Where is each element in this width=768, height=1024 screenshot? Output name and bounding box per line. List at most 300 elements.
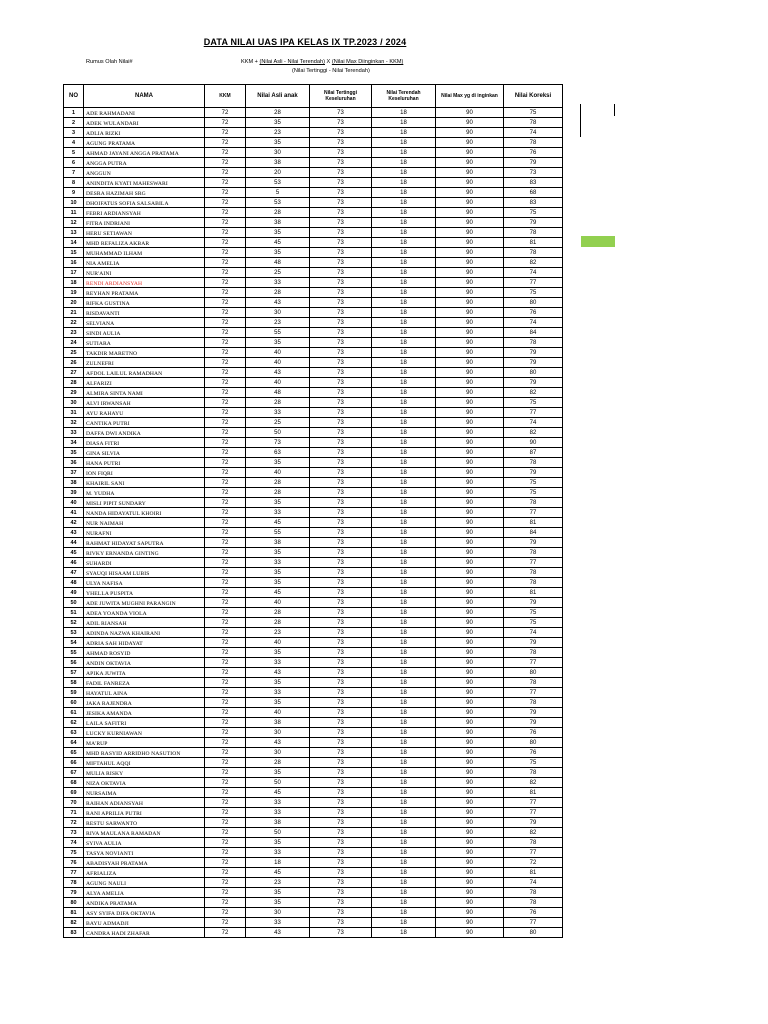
nilai-tertinggi-value: 73 — [310, 788, 372, 798]
nilai-koreksi-value: 76 — [504, 748, 563, 758]
nilai-tertinggi-value: 73 — [310, 698, 372, 708]
kkm-value: 72 — [205, 248, 246, 258]
nilai-max-value: 90 — [436, 788, 504, 798]
nilai-koreksi-value: 79 — [504, 378, 563, 388]
student-name: RIVA MAULANA RAMADAN — [84, 828, 205, 838]
table-row — [64, 648, 563, 658]
nilai-terendah-value: 18 — [372, 208, 436, 218]
nilai-tertinggi-value: 73 — [310, 458, 372, 468]
nilai-koreksi-value: 83 — [504, 198, 563, 208]
table-row — [64, 838, 563, 848]
table-row — [64, 598, 563, 608]
student-name: FADIL FANREZA — [84, 678, 205, 688]
nilai-tertinggi-value: 73 — [310, 908, 372, 918]
nilai-asli-value: 33 — [246, 688, 310, 698]
nilai-asli-value: 35 — [246, 578, 310, 588]
student-name: YHELLA PUSPITA — [84, 588, 205, 598]
kkm-value: 72 — [205, 348, 246, 358]
nilai-asli-value: 38 — [246, 538, 310, 548]
student-name: AFRIALIZA — [84, 868, 205, 878]
nilai-tertinggi-value: 73 — [310, 128, 372, 138]
row-number: 54 — [64, 638, 84, 648]
kkm-value: 72 — [205, 758, 246, 768]
kkm-value: 72 — [205, 598, 246, 608]
row-number: 44 — [64, 538, 84, 548]
row-number: 8 — [64, 178, 84, 188]
nilai-tertinggi-value: 73 — [310, 578, 372, 588]
nilai-koreksi-value: 78 — [504, 698, 563, 708]
row-number: 38 — [64, 478, 84, 488]
kkm-value: 72 — [205, 738, 246, 748]
nilai-max-value: 90 — [436, 888, 504, 898]
row-number: 80 — [64, 898, 84, 908]
nilai-asli-value: 43 — [246, 368, 310, 378]
row-number: 47 — [64, 568, 84, 578]
table-row — [64, 898, 563, 908]
table-row — [64, 408, 563, 418]
table-row — [64, 818, 563, 828]
nilai-asli-value: 33 — [246, 808, 310, 818]
nilai-terendah-value: 18 — [372, 908, 436, 918]
table-row — [64, 268, 563, 278]
row-number: 9 — [64, 188, 84, 198]
row-number: 32 — [64, 418, 84, 428]
nilai-tertinggi-value: 73 — [310, 638, 372, 648]
nilai-tertinggi-value: 73 — [310, 538, 372, 548]
nilai-terendah-value: 18 — [372, 728, 436, 738]
nilai-max-value: 90 — [436, 538, 504, 548]
nilai-asli-value: 33 — [246, 848, 310, 858]
nilai-max-value: 90 — [436, 358, 504, 368]
nilai-terendah-value: 18 — [372, 488, 436, 498]
nilai-asli-value: 28 — [246, 488, 310, 498]
row-number: 18 — [64, 278, 84, 288]
table-row — [64, 348, 563, 358]
nilai-terendah-value: 18 — [372, 468, 436, 478]
nilai-terendah-value: 18 — [372, 268, 436, 278]
nilai-max-value: 90 — [436, 598, 504, 608]
nilai-koreksi-value: 76 — [504, 728, 563, 738]
nilai-terendah-value: 18 — [372, 888, 436, 898]
nilai-max-value: 90 — [436, 558, 504, 568]
row-number: 56 — [64, 658, 84, 668]
student-name: HERU SETIAWAN — [84, 228, 205, 238]
nilai-asli-value: 40 — [246, 638, 310, 648]
row-number: 60 — [64, 698, 84, 708]
kkm-value: 72 — [205, 868, 246, 878]
row-number: 37 — [64, 468, 84, 478]
row-number: 39 — [64, 488, 84, 498]
nilai-koreksi-value: 74 — [504, 128, 563, 138]
nilai-koreksi-value: 79 — [504, 158, 563, 168]
nilai-terendah-value: 18 — [372, 608, 436, 618]
row-number: 55 — [64, 648, 84, 658]
nilai-tertinggi-value: 73 — [310, 598, 372, 608]
row-number: 33 — [64, 428, 84, 438]
student-name: JESIKA AMANDA — [84, 708, 205, 718]
nilai-koreksi-value: 75 — [504, 758, 563, 768]
row-number: 35 — [64, 448, 84, 458]
row-number: 25 — [64, 348, 84, 358]
nilai-terendah-value: 18 — [372, 538, 436, 548]
kkm-value: 72 — [205, 698, 246, 708]
kkm-value: 72 — [205, 748, 246, 758]
nilai-terendah-value: 18 — [372, 218, 436, 228]
nilai-asli-value: 30 — [246, 908, 310, 918]
nilai-tertinggi-value: 73 — [310, 518, 372, 528]
kkm-value: 72 — [205, 618, 246, 628]
table-row — [64, 428, 563, 438]
nilai-asli-value: 33 — [246, 278, 310, 288]
table-row — [64, 108, 563, 118]
nilai-terendah-value: 18 — [372, 758, 436, 768]
student-name: JAKA RAJENDRA — [84, 698, 205, 708]
row-number: 14 — [64, 238, 84, 248]
row-number: 15 — [64, 248, 84, 258]
nilai-asli-value: 35 — [246, 228, 310, 238]
student-name: CANTIKA PUTRI — [84, 418, 205, 428]
kkm-value: 72 — [205, 168, 246, 178]
student-name: ION FIQRI — [84, 468, 205, 478]
table-row — [64, 798, 563, 808]
student-name: RIVKY ERNANDA GINTING — [84, 548, 205, 558]
student-name: RISDAVANTI — [84, 308, 205, 318]
student-name: BAYU ADMADJI — [84, 918, 205, 928]
student-name: AHMAD ROSYID — [84, 648, 205, 658]
nilai-koreksi-value: 80 — [504, 738, 563, 748]
table-row — [64, 748, 563, 758]
nilai-asli-value: 35 — [246, 898, 310, 908]
stray-vertical-line — [580, 104, 581, 137]
nilai-terendah-value: 18 — [372, 178, 436, 188]
nilai-max-value: 90 — [436, 268, 504, 278]
table-row — [64, 588, 563, 598]
student-name: RAHMAT HIDAYAT SAPUTRA — [84, 538, 205, 548]
nilai-tertinggi-value: 73 — [310, 838, 372, 848]
kkm-value: 72 — [205, 558, 246, 568]
formula-numerator — [241, 59, 403, 65]
nilai-terendah-value: 18 — [372, 388, 436, 398]
nilai-koreksi-value: 78 — [504, 578, 563, 588]
header-nilai-terendah: Nilai Terendah Keseluruhan — [372, 85, 436, 108]
nilai-koreksi-value: 82 — [504, 778, 563, 788]
student-name: GINA SILVIA — [84, 448, 205, 458]
student-name: ADIL RIANSAH — [84, 618, 205, 628]
kkm-value: 72 — [205, 398, 246, 408]
student-name: REYHAN PRATAMA — [84, 288, 205, 298]
nilai-asli-value: 28 — [246, 758, 310, 768]
student-name: ADE RAHMADANI — [84, 108, 205, 118]
nilai-max-value: 90 — [436, 608, 504, 618]
nilai-max-value: 90 — [436, 908, 504, 918]
nilai-asli-value: 25 — [246, 418, 310, 428]
student-name: ANGGA PUTRA — [84, 158, 205, 168]
nilai-max-value: 90 — [436, 658, 504, 668]
header-kkm: KKM — [205, 85, 246, 108]
nilai-asli-value: 45 — [246, 518, 310, 528]
nilai-tertinggi-value: 73 — [310, 748, 372, 758]
nilai-koreksi-value: 75 — [504, 208, 563, 218]
nilai-koreksi-value: 74 — [504, 418, 563, 428]
nilai-max-value: 90 — [436, 568, 504, 578]
student-name: MA'RUP — [84, 738, 205, 748]
green-highlight-cell — [581, 236, 615, 247]
table-row — [64, 448, 563, 458]
student-name: ADEK WULANDARI — [84, 118, 205, 128]
kkm-value: 72 — [205, 418, 246, 428]
table-row — [64, 118, 563, 128]
nilai-max-value: 90 — [436, 868, 504, 878]
table-row — [64, 288, 563, 298]
table-row — [64, 298, 563, 308]
row-number: 46 — [64, 558, 84, 568]
nilai-tertinggi-value: 73 — [310, 448, 372, 458]
nilai-terendah-value: 18 — [372, 308, 436, 318]
nilai-koreksi-value: 72 — [504, 858, 563, 868]
nilai-tertinggi-value: 73 — [310, 208, 372, 218]
nilai-asli-value: 50 — [246, 778, 310, 788]
table-row — [64, 318, 563, 328]
nilai-asli-value: 45 — [246, 588, 310, 598]
nilai-terendah-value: 18 — [372, 688, 436, 698]
nilai-tertinggi-value: 73 — [310, 888, 372, 898]
nilai-koreksi-value: 75 — [504, 488, 563, 498]
student-name: AFDOL LAILUL RAMADHAN — [84, 368, 205, 378]
row-number: 48 — [64, 578, 84, 588]
kkm-value: 72 — [205, 478, 246, 488]
nilai-tertinggi-value: 73 — [310, 308, 372, 318]
nilai-terendah-value: 18 — [372, 498, 436, 508]
nilai-koreksi-value: 78 — [504, 138, 563, 148]
nilai-tertinggi-value: 73 — [310, 758, 372, 768]
student-name: MISLI PIPIT SUNDARY — [84, 498, 205, 508]
row-number: 4 — [64, 138, 84, 148]
row-number: 11 — [64, 208, 84, 218]
row-number: 83 — [64, 928, 84, 938]
student-name: M. YUDHA — [84, 488, 205, 498]
nilai-asli-value: 40 — [246, 358, 310, 368]
nilai-max-value: 90 — [436, 158, 504, 168]
table-row — [64, 788, 563, 798]
nilai-terendah-value: 18 — [372, 788, 436, 798]
row-number: 72 — [64, 818, 84, 828]
kkm-value: 72 — [205, 308, 246, 318]
row-number: 64 — [64, 738, 84, 748]
table-row — [64, 198, 563, 208]
nilai-tertinggi-value: 73 — [310, 718, 372, 728]
row-number: 13 — [64, 228, 84, 238]
nilai-tertinggi-value: 73 — [310, 118, 372, 128]
nilai-koreksi-value: 68 — [504, 188, 563, 198]
nilai-koreksi-value: 76 — [504, 148, 563, 158]
nilai-koreksi-value: 79 — [504, 708, 563, 718]
row-number: 34 — [64, 438, 84, 448]
nilai-asli-value: 33 — [246, 408, 310, 418]
header-nilai-tertinggi: Nilai Tertinggi Keseluruhan — [310, 85, 372, 108]
nilai-tertinggi-value: 73 — [310, 678, 372, 688]
nilai-terendah-value: 18 — [372, 368, 436, 378]
nilai-terendah-value: 18 — [372, 328, 436, 338]
student-name: ADLIA RIZKI — [84, 128, 205, 138]
nilai-koreksi-value: 77 — [504, 798, 563, 808]
nilai-tertinggi-value: 73 — [310, 648, 372, 658]
kkm-value: 72 — [205, 568, 246, 578]
nilai-asli-value: 35 — [246, 568, 310, 578]
table-row — [64, 698, 563, 708]
student-name: RAIHAN ADIANSYAH — [84, 798, 205, 808]
nilai-koreksi-value: 82 — [504, 388, 563, 398]
row-number: 73 — [64, 828, 84, 838]
nilai-koreksi-value: 78 — [504, 228, 563, 238]
nilai-terendah-value: 18 — [372, 338, 436, 348]
kkm-value: 72 — [205, 778, 246, 788]
nilai-max-value: 90 — [436, 928, 504, 938]
student-name: ADINDA NAZWA KHAIRANI — [84, 628, 205, 638]
nilai-terendah-value: 18 — [372, 378, 436, 388]
table-row — [64, 688, 563, 698]
nilai-tertinggi-value: 73 — [310, 248, 372, 258]
student-name: RIFKA GUSTINA — [84, 298, 205, 308]
nilai-koreksi-value: 83 — [504, 178, 563, 188]
row-number: 12 — [64, 218, 84, 228]
row-number: 30 — [64, 398, 84, 408]
student-name: AYU RAHAYU — [84, 408, 205, 418]
nilai-koreksi-value: 78 — [504, 118, 563, 128]
grades-table — [63, 84, 563, 938]
row-number: 62 — [64, 718, 84, 728]
table-row — [64, 858, 563, 868]
grades-table-body — [64, 108, 563, 938]
formula-part2: (Nilai Max Diinginkan - KKM) — [331, 59, 404, 65]
nilai-koreksi-value: 75 — [504, 478, 563, 488]
table-row — [64, 518, 563, 528]
nilai-asli-value: 28 — [246, 208, 310, 218]
row-number: 45 — [64, 548, 84, 558]
nilai-tertinggi-value: 73 — [310, 478, 372, 488]
nilai-asli-value: 35 — [246, 118, 310, 128]
nilai-max-value: 90 — [436, 298, 504, 308]
kkm-value: 72 — [205, 808, 246, 818]
student-name: NIZA OKTAVIA — [84, 778, 205, 788]
nilai-asli-value: 50 — [246, 428, 310, 438]
student-name: NUR NAIMAH — [84, 518, 205, 528]
kkm-value: 72 — [205, 118, 246, 128]
student-name: ADEA YOANDA VIOLA — [84, 608, 205, 618]
nilai-tertinggi-value: 73 — [310, 728, 372, 738]
nilai-koreksi-value: 81 — [504, 588, 563, 598]
nilai-terendah-value: 18 — [372, 228, 436, 238]
nilai-koreksi-value: 78 — [504, 568, 563, 578]
nilai-terendah-value: 18 — [372, 718, 436, 728]
table-row — [64, 188, 563, 198]
student-name: ZULNEFRI — [84, 358, 205, 368]
nilai-max-value: 90 — [436, 238, 504, 248]
nilai-terendah-value: 18 — [372, 348, 436, 358]
nilai-terendah-value: 18 — [372, 678, 436, 688]
nilai-koreksi-value: 79 — [504, 468, 563, 478]
nilai-koreksi-value: 78 — [504, 768, 563, 778]
nilai-koreksi-value: 77 — [504, 558, 563, 568]
nilai-max-value: 90 — [436, 328, 504, 338]
nilai-koreksi-value: 78 — [504, 888, 563, 898]
nilai-terendah-value: 18 — [372, 838, 436, 848]
nilai-tertinggi-value: 73 — [310, 258, 372, 268]
formula-denominator: (Nilai Tertinggi - Nilai Terendah) — [292, 68, 370, 74]
kkm-value: 72 — [205, 178, 246, 188]
table-row — [64, 438, 563, 448]
nilai-max-value: 90 — [436, 838, 504, 848]
nilai-max-value: 90 — [436, 108, 504, 118]
nilai-tertinggi-value: 73 — [310, 928, 372, 938]
nilai-asli-value: 28 — [246, 608, 310, 618]
nilai-asli-value: 53 — [246, 198, 310, 208]
kkm-value: 72 — [205, 158, 246, 168]
nilai-max-value: 90 — [436, 818, 504, 828]
nilai-asli-value: 40 — [246, 468, 310, 478]
nilai-max-value: 90 — [436, 408, 504, 418]
nilai-terendah-value: 18 — [372, 618, 436, 628]
formula-prefix: KKM + — [241, 59, 260, 65]
header-nilai-koreksi: Nilai Koreksi — [504, 85, 563, 108]
nilai-tertinggi-value: 73 — [310, 278, 372, 288]
kkm-value: 72 — [205, 728, 246, 738]
nilai-tertinggi-value: 73 — [310, 348, 372, 358]
nilai-tertinggi-value: 73 — [310, 408, 372, 418]
row-number: 75 — [64, 848, 84, 858]
nilai-koreksi-value: 78 — [504, 338, 563, 348]
nilai-terendah-value: 18 — [372, 548, 436, 558]
student-name: ANDIN OKTAVIA — [84, 658, 205, 668]
nilai-koreksi-value: 75 — [504, 608, 563, 618]
formula-label: Rumus Olah Nilai# — [86, 59, 133, 65]
nilai-koreksi-value: 78 — [504, 648, 563, 658]
table-row — [64, 218, 563, 228]
nilai-asli-value: 35 — [246, 548, 310, 558]
student-name: RENDI ARDIANSYAH — [84, 278, 205, 288]
nilai-asli-value: 30 — [246, 728, 310, 738]
nilai-terendah-value: 18 — [372, 238, 436, 248]
row-number: 67 — [64, 768, 84, 778]
table-row — [64, 888, 563, 898]
table-row — [64, 738, 563, 748]
table-row — [64, 918, 563, 928]
table-row — [64, 178, 563, 188]
nilai-asli-value: 38 — [246, 718, 310, 728]
nilai-max-value: 90 — [436, 438, 504, 448]
nilai-terendah-value: 18 — [372, 588, 436, 598]
formula-times: X — [325, 59, 332, 65]
table-row — [64, 378, 563, 388]
student-name: RANI APRILIA PUTRI — [84, 808, 205, 818]
nilai-tertinggi-value: 73 — [310, 818, 372, 828]
nilai-max-value: 90 — [436, 448, 504, 458]
kkm-value: 72 — [205, 638, 246, 648]
nilai-max-value: 90 — [436, 518, 504, 528]
nilai-terendah-value: 18 — [372, 628, 436, 638]
nilai-koreksi-value: 77 — [504, 508, 563, 518]
nilai-asli-value: 43 — [246, 298, 310, 308]
nilai-max-value: 90 — [436, 808, 504, 818]
nilai-max-value: 90 — [436, 168, 504, 178]
nilai-max-value: 90 — [436, 368, 504, 378]
row-number: 27 — [64, 368, 84, 378]
nilai-terendah-value: 18 — [372, 448, 436, 458]
nilai-max-value: 90 — [436, 348, 504, 358]
nilai-asli-value: 28 — [246, 618, 310, 628]
row-number: 36 — [64, 458, 84, 468]
nilai-asli-value: 40 — [246, 348, 310, 358]
nilai-max-value: 90 — [436, 118, 504, 128]
